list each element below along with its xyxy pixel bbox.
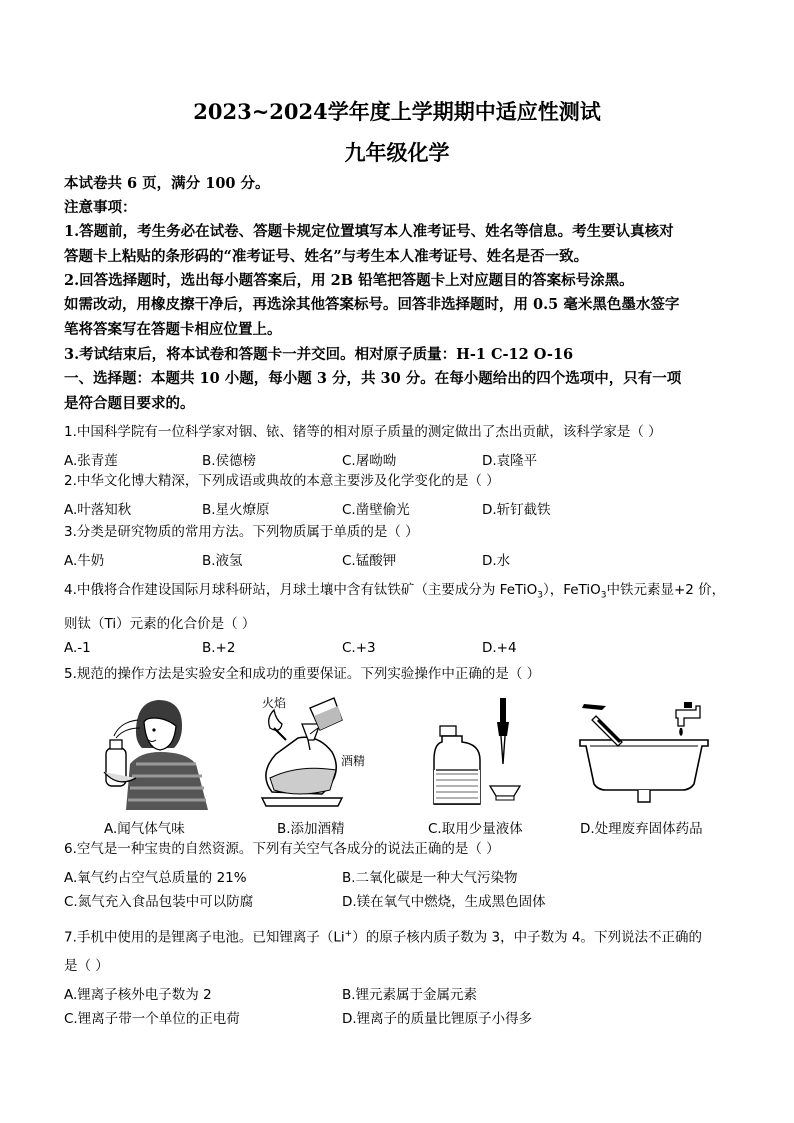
q3-option-b: B.液氢: [202, 553, 243, 569]
q4-stem-part-b: ），FeTiO: [542, 582, 601, 598]
exam-subtitle: 九年级化学: [344, 140, 450, 165]
q7-option-d: D.锂离子的质量比锂原子小得多: [342, 1011, 533, 1027]
q7-option-c: C.锂离子带一个单位的正电荷: [64, 1011, 240, 1027]
figure-a-smell-gas: [96, 692, 220, 812]
q6-option-d: D.镁在氧气中燃烧，生成黑色固体: [342, 894, 546, 910]
notice-2b: 如需改动，用橡皮擦干净后，再选涂其他答案标号。回答非选择题时，用 0.5 毫米黑色墨水签字: [64, 296, 680, 313]
intro-pages: 本试卷共 6 页，满分 100 分。: [64, 175, 270, 192]
q6-option-b: B.二氧化碳是一种大气污染物: [342, 870, 518, 886]
q3-option-d: D.水: [482, 553, 511, 569]
q4-option-b: B.+2: [202, 640, 236, 656]
exam-title: 2023~2024学年度上学期期中适应性测试: [193, 99, 601, 124]
q4-subscript-2: 3: [600, 590, 607, 601]
q1-option-d: D.袁隆平: [482, 453, 538, 469]
q2-option-c: C.凿壁偷光: [342, 502, 410, 518]
q7-stem: [64, 925, 734, 947]
figure-b-add-alcohol: [258, 694, 384, 814]
label-flame: 火焰: [262, 696, 287, 710]
q5-stem: 5.规范的操作方法是实验安全和成功的重要保证。下列实验操作中正确的是（ ）: [64, 666, 541, 682]
q1-option-c: C.屠呦呦: [342, 453, 397, 469]
q3-option-c: C.锰酸钾: [342, 553, 397, 569]
q2-option-b: B.星火燎原: [202, 502, 270, 518]
q7-superscript: +: [344, 929, 353, 939]
q7-stem-part-a: 7.手机中使用的是锂离子电池。已知锂离子（Li: [64, 929, 345, 946]
q6-option-a: A.氧气约占空气总质量的 21%: [64, 870, 247, 886]
q7-option-b: B.锂元素属于金属元素: [342, 987, 478, 1003]
q6-stem: 6.空气是一种宝贵的自然资源。下列有关空气各成分的说法正确的是（ ）: [64, 841, 500, 857]
q6-option-c: C.氮气充入食品包装中可以防腐: [64, 894, 254, 910]
label-alcohol: 酒精: [341, 754, 366, 768]
q1-stem: 1.中国科学院有一位科学家对铟、铱、锗等的相对原子质量的测定做出了杰出贡献，该科学家是（ ）: [64, 424, 662, 440]
figure-c-dropper: [432, 696, 542, 808]
notice-1a: 1.答题前，考生务必在试卷、答题卡规定位置填写本人准考证号、姓名等信息。考生要认真核对: [64, 223, 674, 240]
notice-2a: 2.回答选择题时，选出每小题答案后，用 2B 铅笔把答题卡上对应题目的答案标号涂黑。: [64, 272, 634, 289]
q2-stem: 2.中华文化博大精深，下列成语或典故的本意主要涉及化学变化的是（ ）: [64, 473, 500, 489]
notice-title: 注意事项：: [64, 199, 137, 216]
q5-option-c: C.取用少量液体: [428, 821, 523, 837]
q4-stem-part-a: 4.中俄将合作建设国际月球科研站，月球土壤中含有钛铁矿（主要成分为 FeTiO: [64, 582, 538, 598]
q2-option-d: D.斩钉截铁: [482, 502, 551, 518]
q7-option-a: A.锂离子核外电子数为 2: [64, 987, 212, 1003]
q4-option-a: A.-1: [64, 640, 91, 656]
q5-option-d: D.处理废弃固体药品: [580, 821, 703, 837]
notice-2c: 笔将答案写在答题卡相应位置上。: [64, 321, 282, 338]
q4-option-c: C.+3: [342, 640, 376, 656]
notice-3: 3.考试结束后，将本试卷和答题卡一并交回。相对原子质量：H-1 C-12 O-16: [64, 346, 574, 363]
section-1-heading-b: 是符合题目要求的。: [64, 395, 195, 412]
q1-option-a: A.张青莲: [64, 453, 118, 469]
section-1-heading-a: 一、选择题：本题共 10 小题，每小题 3 分，共 30 分。在每小题给出的四个选项中，只有一项: [64, 370, 682, 387]
q5-option-b: B.添加酒精: [277, 821, 345, 837]
q4-subscript-1: 3: [537, 590, 543, 601]
q2-option-a: A.叶落知秋: [64, 502, 132, 518]
q7-stem-part-b: ）的原子核内质子数为 3，中子数为 4。下列说法不正确的: [352, 929, 702, 946]
figure-d-sink: [576, 698, 714, 810]
q3-stem: 3.分类是研究物质的常用方法。下列物质属于单质的是（ ）: [64, 524, 419, 540]
q4-option-d: D.+4: [482, 640, 517, 656]
notice-1b: 答题卡上粘贴的条形码的“准考证号、姓名”与考生本人准考证号、姓名是否一致。: [64, 248, 589, 265]
q4-stem-2: 则钛（Ti）元素的化合价是（ ）: [64, 616, 256, 632]
q4-stem: [64, 581, 734, 605]
q7-stem-2: 是（ ）: [64, 958, 109, 974]
q3-option-a: A.牛奶: [64, 553, 105, 569]
q4-stem-part-c: 中铁元素显+2 价，: [606, 582, 726, 598]
q1-option-b: B.侯德榜: [202, 453, 257, 469]
q5-option-a: A.闻气体气味: [104, 821, 185, 837]
